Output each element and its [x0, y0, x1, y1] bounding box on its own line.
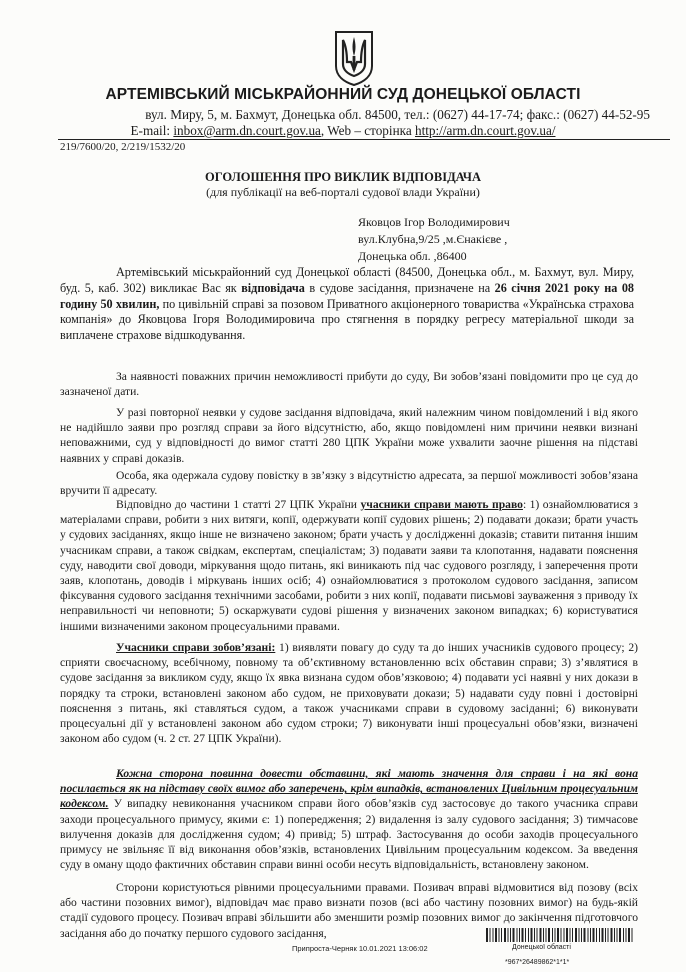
barcode-bar [552, 928, 553, 942]
summons-text-c: в судове засідання, призначене на [304, 280, 495, 295]
addressee-region: Донецька обл. ,86400 [358, 249, 467, 263]
barcode-bar [540, 928, 542, 942]
barcode-bar [584, 928, 586, 942]
summons-date: 26 січня 2021 року на 08 годину 50 хвилин, [60, 280, 635, 311]
barcode-bar [599, 928, 600, 942]
barcode-bar [513, 928, 515, 942]
barcode-bar [626, 928, 627, 942]
barcode-bar [522, 928, 524, 942]
barcode-bar [519, 928, 520, 942]
barcode-bar [614, 928, 615, 942]
trident-coat-of-arms-icon [334, 30, 374, 86]
barcode-bar [593, 928, 595, 942]
paragraph-notify-court: За наявності поважних причин неможливості прибути до суду, Ви зобов’язані повідомити про це суд до зазначеної дати. [60, 370, 638, 399]
page-subtitle: (для публікації на веб-порталі судової влади України) [206, 185, 480, 199]
barcode-bar [628, 928, 630, 942]
addressee-name: Яковцов Ігор Володимирович [358, 215, 510, 229]
email-link[interactable]: inbox@arm.dn.court.gov.ua [173, 123, 321, 138]
barcode-bar [581, 928, 582, 942]
summons-paragraph [60, 265, 634, 344]
barcode-bar [623, 928, 624, 942]
page-title: ОГОЛОШЕННЯ ПРО ВИКЛИК ВІДПОВІДАЧА [204, 170, 482, 184]
barcode-bar [596, 928, 597, 942]
duties-heading: Учасники справи зобов’язані: [116, 641, 276, 654]
case-numbers: 219/7600/20, 2/219/1532/20 [60, 141, 186, 153]
addressee-street: вул.Клубна,9/25 ,м.Єнакієве , [358, 232, 508, 246]
header-divider [58, 139, 670, 140]
web-label: , Web – сторінка [320, 123, 412, 138]
barcode-bar [557, 928, 559, 942]
barcode-bar [486, 928, 488, 942]
barcode-bar [528, 928, 529, 942]
barcode-bar [590, 928, 591, 942]
duties-list: 1) виявляти повагу до суду та до інших учасників судового процесу; 2) сприяти своєчасному, всебічному, повному та об’єктивному встановленню всіх обставин справи; 3) з’являтися в судове засідання за викликом суду, якщо їх явка визнана судом обов’язковою; 4) подавати усі наявні у них докази в порядку та строки, встановлені законом або судом, не приховувати докази; 5) надавати суду повні і достовірні пояснення з питань, які ставляться судом, а також учасниками справи в судовому засіданні; 6) виконувати процесуальні дії у встановлені законом або судом строки; 7) виконувати інші процесуальні обов’язки, визначені законом або судом (ч. 2 ст. 27 ЦПК України). [60, 641, 638, 746]
website-link[interactable]: http://arm.dn.court.gov.ua/ [414, 123, 556, 138]
paragraph-participant-duties [60, 640, 638, 746]
email-label: E-mail: [130, 123, 171, 138]
barcode-bar [517, 928, 518, 942]
barcode-bar [510, 928, 511, 942]
barcode-bar [632, 928, 633, 942]
barcode-bar [508, 928, 509, 942]
barcode-bar [501, 928, 502, 942]
barcode-bar [572, 928, 573, 942]
barcode-bar [566, 928, 568, 942]
burden-of-proof-statement: Кожна сторона повинна довести обставини, які мають значення для справи і на які вона посилається як на підставу своїх вимог або заперечень, крім випадків, встановлених Цивільним процесуальним кодексом. [60, 767, 638, 811]
paragraph-burden-of-proof [60, 766, 638, 872]
summons-text-a: Артемівський міськрайонний суд Донецької області (84500, Донецька обл., м. Бахмут, вул. Миру, буд. 5, каб. 302) викликає Вас як [60, 265, 634, 295]
rights-intro: Відповідно до частини 1 статті 27 ЦПК України [116, 498, 361, 511]
barcode-bar [493, 928, 494, 942]
procedural-coercion-text: У випадку невиконання учасником справи його обов’язків суд застосовує до такого учасника справи заходи процесуального примусу, якими є: 1) попередження; 2) видалення із залу судового засідання; 3) тимчасове вилучення доказів для дослідження судом; 4) привід; 5) штраф. Застосування до особи заходів процесуального примусу не звільняє її від виконання обов’язків, встановлених Цивільним процесуальним кодексом. За введення суду в оману щодо фактичних обставин справи винні особи несуть відповідальність, встановлену законом. [60, 797, 638, 872]
barcode-bar [588, 928, 589, 942]
rights-list: : 1) ознайомлюватися з матеріалами справи, робити з них витяги, копії, одержувати копії судових рішень; 2) подавати докази; брати участь у судових засіданнях, якщо інше не визначено законом; брати участь у дослідженні доказів; ставити питання іншим учасникам справи, а також свідкам, експертам, спеціалістам; 3) подавати заяви та клопотання, надавати пояснення суду, наводити свої доводи, міркування щодо питань, які виникають під час судового розгляду, і заперечення проти заяв, клопотань, доводів і міркувань інших осіб; 4) ознайомлюватися з протоколом судового засідання, записом фіксування судового засідання технічними засобами, робити з них копії, подавати письмові зауваження з приводу їх неправильності чи неповноти; 5) оскаржувати судові рішення у визначених законом випадках; 6) користуватися іншими визначеними законом процесуальними правами. [60, 498, 638, 633]
barcode-bar [548, 928, 550, 942]
print-stamp: Припроста-Черняк 10.01.2021 13:06:02 [292, 944, 428, 953]
barcode-bar [617, 928, 618, 942]
paragraph-participant-rights [60, 497, 638, 634]
summons-text-e: по цивільній справі за позовом Приватного акціонерного товариства «Українська страхова компанія» до Яковцова Ігоря Володимировича про стягнення в порядку регресу матеріальної шкоди за виплачене страхове відшкодування. [60, 296, 635, 343]
barcode-text: *967*26489862*1*1* [505, 959, 570, 966]
barcode-bar [499, 928, 500, 942]
summons-role: відповідача [241, 280, 305, 295]
paragraph-default-judgment: У разі повторної неявки у судове засідання відповідача, який належним чином повідомлений і від якого не надійшло заяви про розгляд справи за його відсутністю, або, якщо повідомлені ним причини неявки визнані неповажними, суд у відповідності до вимог статті 280 ЦПК України може ухвалити заочне рішення на підставі наявних у справі доказів. [60, 406, 638, 465]
paragraph-equal-rights: Сторони користуються рівними процесуальними правами. Позивач вправі відмовитися від позову (всіх або частини позовних вимог), відповідач має право визнати позов (всі або частину позовних вимог) на будь-якій стадії судового процесу. Позивач вправі збільшити або зменшити розмір позовних вимог до закінчення підготовчого засідання або до початку першого судового засідання, [60, 881, 638, 940]
barcode-bar [525, 928, 526, 942]
barcode-bar [570, 928, 571, 942]
rights-heading: учасники справи мають право [360, 498, 523, 511]
court-contacts [0, 123, 686, 139]
barcode-bar [575, 928, 577, 942]
court-address: вул. Миру, 5, м. Бахмут, Донецька обл. 84500, тел.: (0627) 44-17-74; факс.: (0627) 44-52-95 [145, 107, 650, 122]
addressee-block [358, 214, 510, 265]
barcode-bar [490, 928, 491, 942]
barcode-bar [619, 928, 621, 942]
barcode-bar [504, 928, 506, 942]
barcode-bar [561, 928, 562, 942]
barcode-bar [564, 928, 565, 942]
barcode-bar [605, 928, 606, 942]
barcode-bar [608, 928, 609, 942]
barcode-bar [555, 928, 556, 942]
barcode-bar [546, 928, 547, 942]
barcode-bar [495, 928, 497, 942]
barcode-bar [534, 928, 535, 942]
court-name: АРТЕМІВСЬКИЙ МІСЬКРАЙОННИЙ СУД ДОНЕЦЬКОЇ ОБЛАСТІ [105, 86, 581, 103]
barcode-bar [579, 928, 580, 942]
barcode-bar [543, 928, 544, 942]
barcode-bar [531, 928, 533, 942]
paragraph-summons-delivery: Особа, яка одержала судову повістку в зв’язку з відсутністю адресата, за першої можливості зобов’язана вручити її адресату. [60, 469, 638, 498]
barcode-bar [537, 928, 538, 942]
barcode-court-name: Донецької області [512, 944, 571, 951]
barcode-bar [602, 928, 604, 942]
barcode-bar [611, 928, 613, 942]
